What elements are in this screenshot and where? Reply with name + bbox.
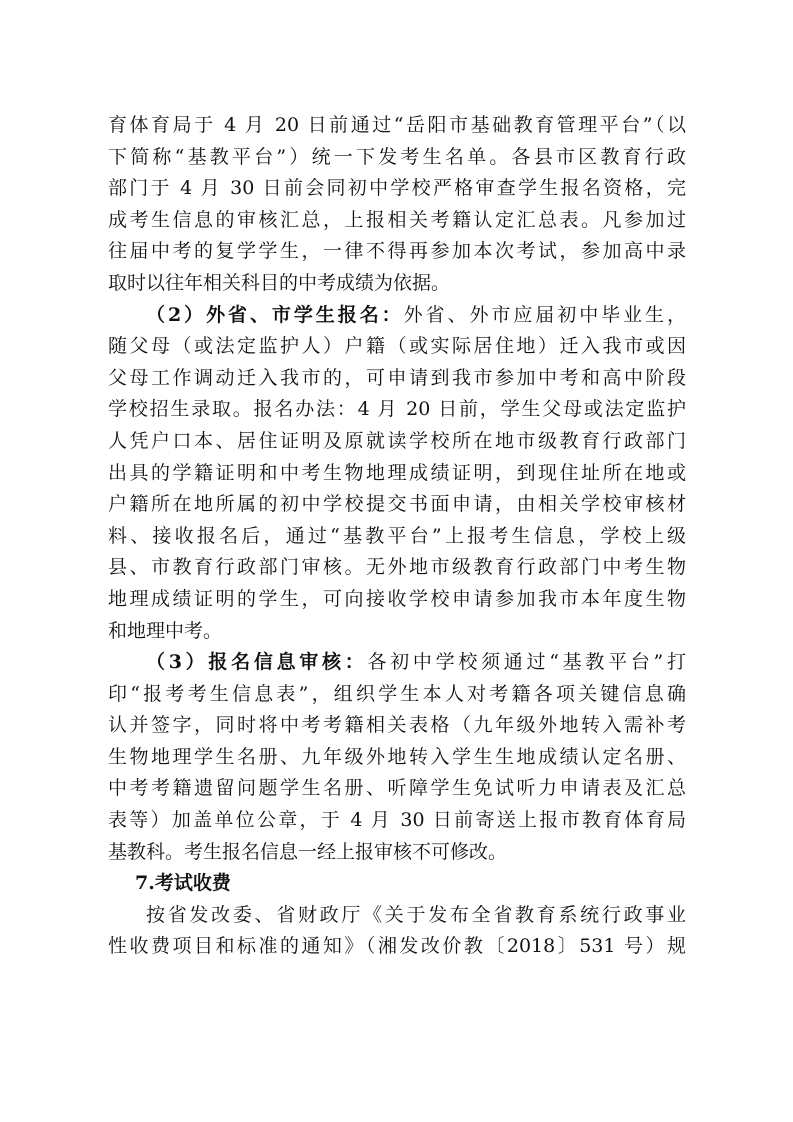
- section-heading: 7.考试收费: [135, 872, 231, 895]
- paragraph-out-of-province-registration: [108, 300, 686, 648]
- text-line: 部门于 4 月 30 日前会同初中学校严格审查学生报名资格，完: [108, 177, 686, 200]
- text-line: 地理成绩证明的学生，可向接收学校申请参加我市本年度生物: [108, 587, 686, 610]
- text-line: 和地理中考。: [108, 619, 223, 642]
- text-line: 父母工作调动迁入我市的，可申请到我市参加中考和高中阶段: [108, 366, 686, 389]
- text-line: [108, 300, 686, 332]
- text-line: 中考考籍遗留问题学生名册、听障学生免试听力申请表及汇总: [108, 777, 686, 800]
- text-line: 认并签字，同时将中考考籍相关表格（九年级外地转入需补考: [108, 714, 686, 737]
- text-line: 出具的学籍证明和中考生物地理成绩证明，到现住址所在地或: [108, 461, 686, 484]
- subsection-lead: （2）外省、市学生报名：: [146, 303, 404, 326]
- subsection-lead: （3）报名信息审核：: [146, 651, 368, 674]
- text-line: 学校招生录取。报名办法：4 月 20 日前，学生父母或法定监护: [108, 398, 686, 421]
- text-line: 随父母（或法定监护人）户籍（或实际居住地）迁入我市或因: [108, 335, 686, 358]
- paragraph-exam-fees: [108, 900, 686, 963]
- text-line: 县、市教育行政部门审核。无外地市级教育行政部门中考生物: [108, 556, 686, 579]
- text-line: 基教科。考生报名信息一经上报审核不可修改。: [108, 840, 508, 863]
- paragraph-registration-process: [108, 110, 686, 300]
- text-line: 下简称“基教平台”）统一下发考生名单。各县市区教育行政: [108, 145, 686, 168]
- text-line: 户籍所在地所属的初中学校提交书面申请，由相关学校审核材: [108, 493, 686, 516]
- text-line: 性收费项目和标准的通知》（湘发改价教〔2018〕531 号）规: [108, 935, 686, 958]
- text-span: 外省、外市应届初中毕业生，: [403, 303, 686, 326]
- text-line: 按省发改委、省财政厅《关于发布全省教育系统行政事业: [146, 903, 686, 926]
- text-line: 成考生信息的审核汇总，上报相关考籍认定汇总表。凡参加过: [108, 208, 686, 231]
- paragraph-registration-review: [108, 647, 686, 868]
- text-line: 往届中考的复学学生，一律不得再参加本次考试，参加高中录: [108, 240, 686, 263]
- text-line: 生物地理学生名册、九年级外地转入学生生地成绩认定名册、: [108, 745, 686, 768]
- text-line: 料、接收报名后，通过“基教平台”上报考生信息，学校上级: [108, 524, 686, 547]
- text-line: 人凭户口本、居住证明及原就读学校所在地市级教育行政部门: [108, 429, 686, 452]
- text-line: 印“报考考生信息表”，组织学生本人对考籍各项关键信息确: [108, 682, 686, 705]
- document-body: [108, 110, 686, 963]
- text-line: 取时以往年相关科目的中考成绩为依据。: [108, 271, 451, 294]
- text-line: 育体育局于 4 月 20 日前通过“岳阳市基础教育管理平台”（以: [108, 114, 686, 136]
- text-span: 各初中学校须通过“基教平台”打: [367, 651, 686, 674]
- text-line: 表等）加盖单位公章，于 4 月 30 日前寄送上报市教育体育局: [108, 809, 686, 832]
- text-line: [108, 647, 686, 679]
